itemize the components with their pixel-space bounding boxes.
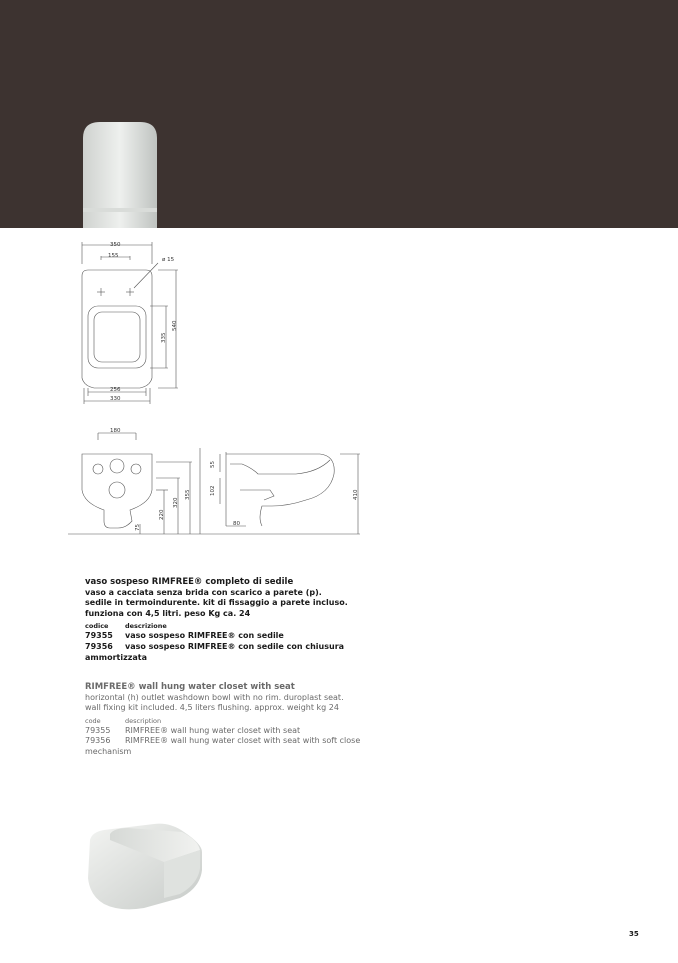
dim-220: 220 [159,509,165,520]
top-view-drawing [82,242,178,404]
item-desc: vaso sospeso RIMFREE® con sedile [125,631,284,641]
dim-155: 155 [108,253,119,259]
item-code: 79355 [85,631,113,641]
english-item-row [85,736,385,757]
page-number: 35 [629,930,639,938]
item-desc: vaso sospeso RIMFREE® con sedile con chiusura ammortizzata [85,641,345,662]
dim-180: 180 [110,428,121,434]
dim-80: 80 [233,521,240,527]
english-item-row [85,726,385,737]
italian-desc-line: sedile in termoindurente. kit di fissaggio a parete incluso. [85,598,348,608]
toilet-photo [84,818,208,912]
italian-desc-line: funziona con 4,5 litri. peso Kg ca. 24 [85,608,251,618]
english-desc-line: horizontal (h) outlet washdown bowl with no rim. duroplast seat. [85,692,344,702]
item-code: 79356 [85,736,111,746]
english-desc-line: wall fixing kit included. 4,5 liters flushing. approx. weight kg 24 [85,703,339,713]
dim-55: 55 [210,461,216,468]
italian-title: vaso sospeso RIMFREE® completo di sedile [85,577,294,587]
dim-hole-diameter: ø 15 [162,257,175,263]
english-description [85,682,385,758]
dim-320: 320 [173,497,179,508]
dim-102: 102 [210,485,216,496]
dim-335: 335 [161,332,167,343]
dim-410: 410 [353,489,359,500]
front-view-drawing [68,433,360,534]
italian-desc-lines [85,588,385,620]
dim-330: 330 [110,396,121,402]
item-desc: RIMFREE® wall hung water closet with seat [125,725,301,735]
side-view-drawing [200,448,360,534]
italian-item-row [85,642,385,663]
italian-desc-line: vaso a cacciata senza brida con scarico a parete (p). [85,587,322,597]
dim-540: 540 [172,320,178,331]
italian-description [85,577,385,663]
italian-table-header [85,622,385,631]
english-title: RIMFREE® wall hung water closet with seat [85,682,295,692]
italian-header-desc: descrizione [125,622,167,631]
item-code: 79356 [85,641,113,651]
italian-header-code: codice [85,622,109,631]
technical-drawings [0,228,678,548]
english-desc-lines [85,693,385,714]
dim-256: 256 [110,387,121,393]
dim-350: 350 [110,242,121,248]
dim-75: 75 [135,524,141,531]
item-desc: RIMFREE® wall hung water closet with seat with soft close mechanism [85,736,361,756]
english-header-code: code [85,716,101,725]
dim-355: 355 [185,489,191,500]
english-header-desc: description [125,716,162,725]
cistern-photo [80,120,160,228]
item-code: 79355 [85,725,111,735]
english-table-header [85,717,385,726]
italian-item-row [85,631,385,642]
